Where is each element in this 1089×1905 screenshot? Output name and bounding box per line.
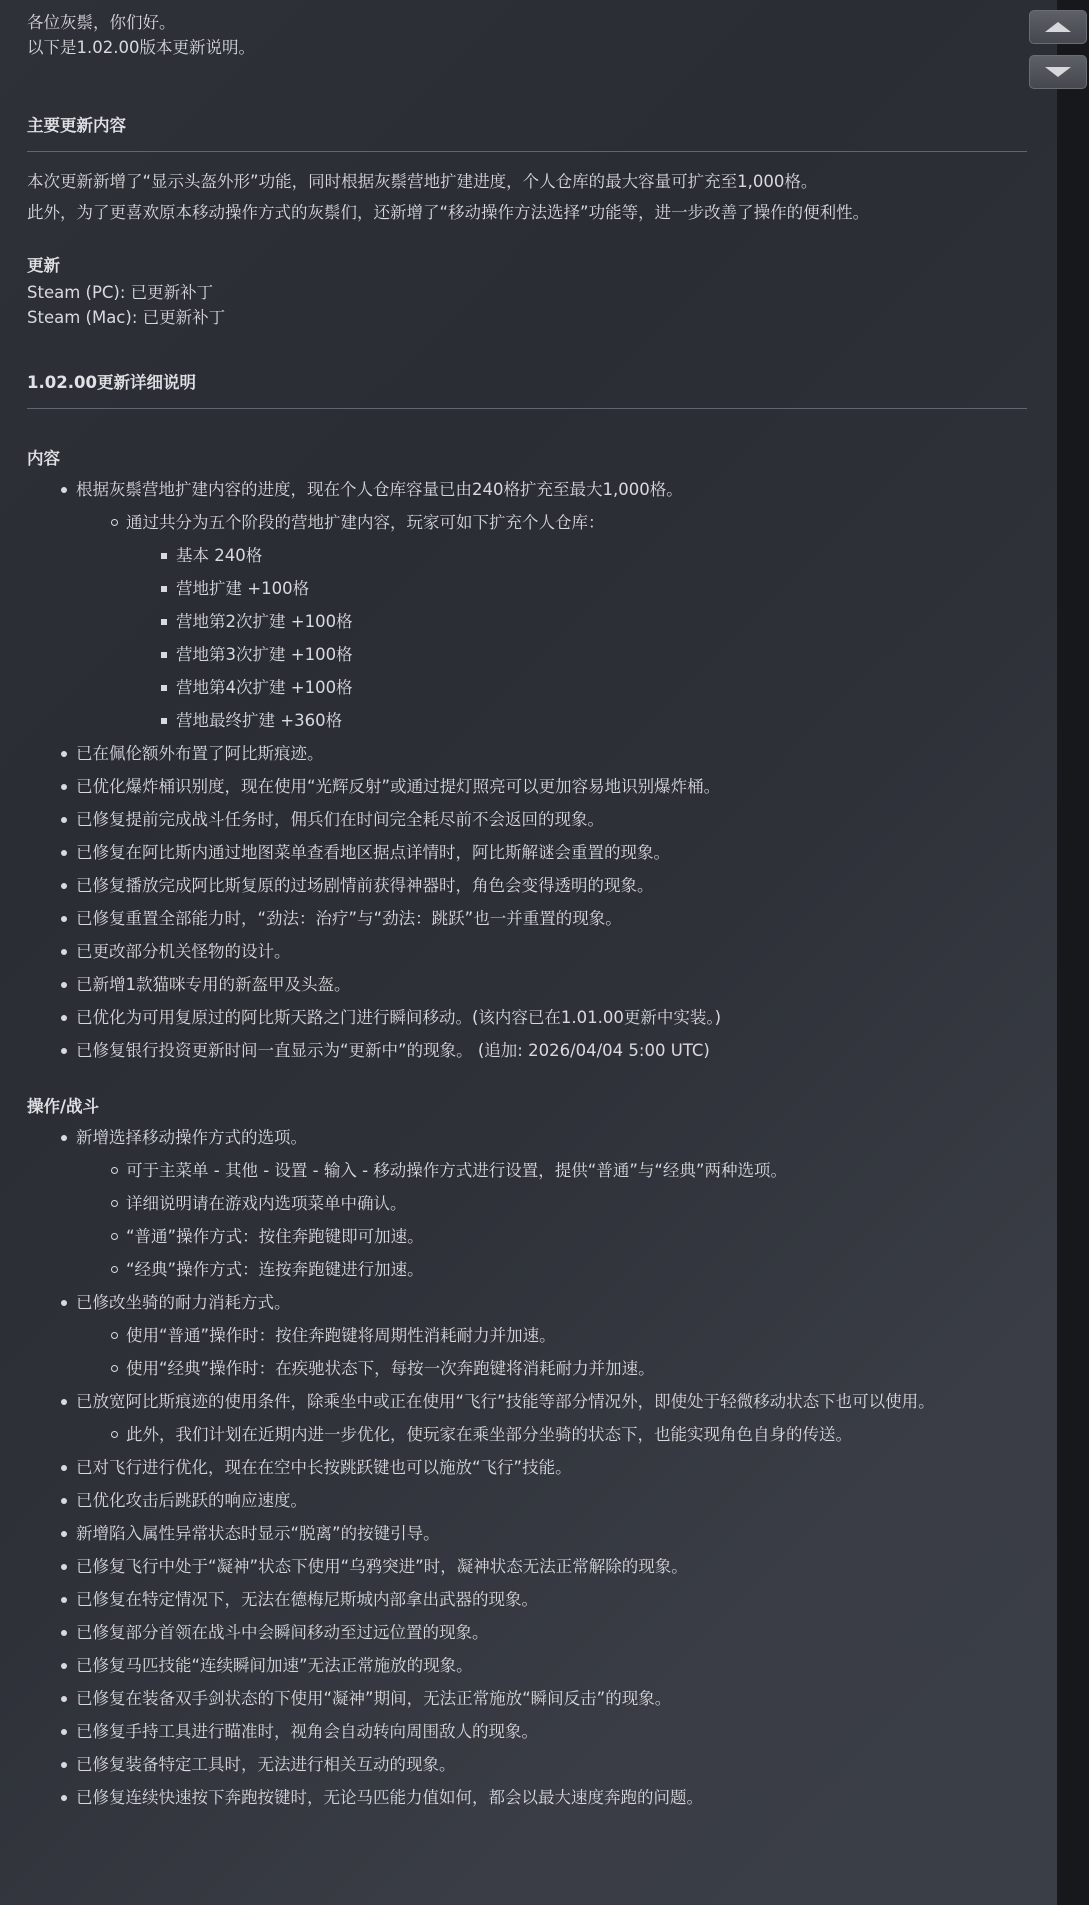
- list-item: 基本 240格: [27, 539, 1027, 572]
- list-item: 已修复重置全部能力时，“劲法：治疗”与“劲法：跳跃”也一并重置的现象。: [27, 902, 1027, 935]
- list-item: 已修复播放完成阿比斯复原的过场剧情前获得神器时，角色会变得透明的现象。: [27, 869, 1027, 902]
- list-item: 已修复在特定情况下，无法在德梅尼斯城内部拿出武器的现象。: [27, 1583, 1027, 1616]
- greeting-line-1: 各位灰鬃，你们好。: [27, 13, 176, 32]
- list-item: 已修复银行投资更新时间一直显示为“更新中”的现象。 (追加: 2026/04/04 5:00 UTC): [27, 1034, 1027, 1067]
- list-item: 详细说明请在游戏内选项菜单中确认。: [27, 1187, 1027, 1220]
- sub-list: [27, 1154, 1027, 1286]
- list-item: 已修复马匹技能“连续瞬间加速”无法正常施放的现象。: [27, 1649, 1027, 1682]
- list-item: [27, 1286, 1027, 1385]
- sub-list: [27, 1319, 1027, 1385]
- list-item: 营地第3次扩建 +100格: [27, 638, 1027, 671]
- list-item: 已优化为可用复原过的阿比斯天路之门进行瞬间移动。(该内容已在1.01.00更新中实装。): [27, 1001, 1027, 1034]
- list-item: 营地扩建 +100格: [27, 572, 1027, 605]
- list-item: 使用“经典”操作时：在疾驰状态下，每按一次奔跑键将消耗耐力并加速。: [27, 1352, 1027, 1385]
- list-item: 营地第4次扩建 +100格: [27, 671, 1027, 704]
- list-item: 已修复连续快速按下奔跑按键时，无论马匹能力值如何，都会以最大速度奔跑的问题。: [27, 1781, 1027, 1814]
- list-item-text: 已修改坐骑的耐力消耗方式。: [76, 1293, 291, 1312]
- main-updates-para-1: 本次更新新增了“显示头盔外形”功能，同时根据灰鬃营地扩建进度，个人仓库的最大容量可扩充至1,000格。: [27, 172, 818, 191]
- sub-list: [27, 1418, 1027, 1451]
- content-heading: 内容: [27, 449, 60, 468]
- list-item-text: 新增选择移动操作方式的选项。: [76, 1128, 307, 1147]
- stage-list: [27, 539, 1027, 737]
- list-item: [27, 473, 1027, 737]
- list-item: 已优化攻击后跳跃的响应速度。: [27, 1484, 1027, 1517]
- main-updates-heading: 主要更新内容: [27, 113, 1027, 152]
- greeting-line-2: 以下是1.02.00版本更新说明。: [27, 38, 255, 57]
- list-item: 营地第2次扩建 +100格: [27, 605, 1027, 638]
- list-item: 已对飞行进行优化，现在在空中长按跳跃键也可以施放“飞行”技能。: [27, 1451, 1027, 1484]
- scroll-down-button[interactable]: [1029, 55, 1087, 89]
- list-item: 已修复在装备双手剑状态的下使用“凝神”期间，无法正常施放“瞬间反击”的现象。: [27, 1682, 1027, 1715]
- steam-mac-status: Steam (Mac): 已更新补丁: [27, 308, 226, 327]
- list-item: [27, 506, 1027, 737]
- list-item: 已新增1款猫咪专用的新盔甲及头盔。: [27, 968, 1027, 1001]
- list-item: 已修复在阿比斯内通过地图菜单查看地区据点详情时，阿比斯解谜会重置的现象。: [27, 836, 1027, 869]
- list-item: 已修复装备特定工具时，无法进行相关互动的现象。: [27, 1748, 1027, 1781]
- list-item: 已修复手持工具进行瞄准时，视角会自动转向周围敌人的现象。: [27, 1715, 1027, 1748]
- list-item: [27, 1121, 1027, 1286]
- list-item-text: 已放宽阿比斯痕迹的使用条件，除乘坐中或正在使用“飞行”技能等部分情况外，即使处于轻微移动状态下也可以使用。: [76, 1392, 935, 1411]
- list-item: 可于主菜单 - 其他 - 设置 - 输入 - 移动操作方式进行设置，提供“普通”与“经典”两种选项。: [27, 1154, 1027, 1187]
- steam-pc-status: Steam (PC): 已更新补丁: [27, 283, 214, 302]
- triangle-up-icon: [1045, 22, 1071, 32]
- controls-list: [27, 1121, 1027, 1814]
- list-item-text: 通过共分为五个阶段的营地扩建内容，玩家可如下扩充个人仓库：: [126, 513, 605, 532]
- list-item: 已修复部分首领在战斗中会瞬间移动至过远位置的现象。: [27, 1616, 1027, 1649]
- list-item: 已在佩伦额外布置了阿比斯痕迹。: [27, 737, 1027, 770]
- list-item: 已修复提前完成战斗任务时，佣兵们在时间完全耗尽前不会返回的现象。: [27, 803, 1027, 836]
- details-heading: 1.02.00更新详细说明: [27, 370, 1027, 409]
- list-item: “普通”操作方式：按住奔跑键即可加速。: [27, 1220, 1027, 1253]
- patch-notes-content: [27, 10, 1027, 1814]
- list-item: 已优化爆炸桶识别度，现在使用“光辉反射”或通过提灯照亮可以更加容易地识别爆炸桶。: [27, 770, 1027, 803]
- list-item: 使用“普通”操作时：按住奔跑键将周期性消耗耐力并加速。: [27, 1319, 1027, 1352]
- sub-list: [27, 506, 1027, 737]
- scroll-up-button[interactable]: [1029, 10, 1087, 44]
- list-item: 新增陷入属性异常状态时显示“脱离”的按键引导。: [27, 1517, 1027, 1550]
- list-item: 已更改部分机关怪物的设计。: [27, 935, 1027, 968]
- update-heading: 更新: [27, 256, 60, 275]
- list-item: 营地最终扩建 +360格: [27, 704, 1027, 737]
- triangle-down-icon: [1045, 67, 1071, 77]
- content-list: [27, 473, 1027, 1067]
- list-item: 此外，我们计划在近期内进一步优化，使玩家在乘坐部分坐骑的状态下，也能实现角色自身的传送。: [27, 1418, 1027, 1451]
- main-updates-para-2: 此外，为了更喜欢原本移动操作方式的灰鬃们，还新增了“移动操作方法选择”功能等，进一步改善了操作的便利性。: [27, 203, 870, 222]
- scrollbar-track[interactable]: [1057, 0, 1089, 1905]
- list-item: “经典”操作方式：连按奔跑键进行加速。: [27, 1253, 1027, 1286]
- list-item: [27, 1385, 1027, 1451]
- controls-heading: 操作/战斗: [27, 1097, 100, 1116]
- list-item: 已修复飞行中处于“凝神”状态下使用“乌鸦突进”时，凝神状态无法正常解除的现象。: [27, 1550, 1027, 1583]
- list-item-text: 根据灰鬃营地扩建内容的进度，现在个人仓库容量已由240格扩充至最大1,000格。: [76, 480, 683, 499]
